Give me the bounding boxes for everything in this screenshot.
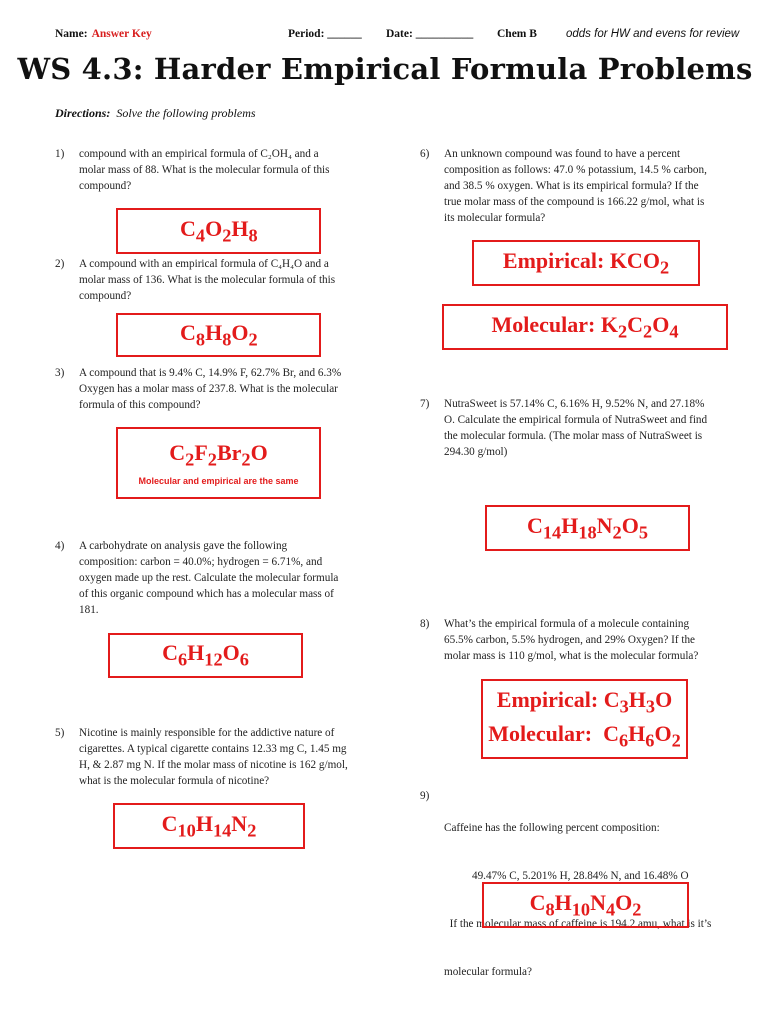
answer-box-6-molecular — [442, 304, 728, 350]
answer-box-3 — [116, 427, 321, 499]
question-number: 8) — [420, 618, 430, 630]
date-field: Date: __________ — [386, 28, 474, 40]
answer-note: Molecular and empirical are the same — [138, 476, 299, 487]
question-text: An unknown compound was found to have a percent composition as follows: 47.0 % potassium, 14.5 % carbon, and 38.5 % oxygen. What is its empirical formula? If the true molar mass of the compound is 166.22 g/mol, what is its molecular formula? — [444, 148, 707, 224]
answer-formula: $C_6H_{12}O_6$ — [162, 640, 249, 670]
name-value: Answer Key — [91, 28, 152, 40]
answer-formula: $C_{10}H_{14}N_2$ — [161, 810, 257, 841]
molecular-formula: Molecular: $K_2C_2O_4$ — [491, 311, 679, 342]
answer-formula: $C_8H_{10}N_4O_2$ — [529, 889, 642, 920]
empirical-formula: Empirical: $KCO_2$ — [502, 247, 670, 278]
answer-box-9 — [482, 882, 689, 928]
answer-formula: $C_4O_2H_8$ — [180, 215, 258, 246]
question-text: A compound that is 9.4% C, 14.9% F, 62.7% Br, and 6.3% Oxygen has a molar mass of 237.8. What is the molecular formula of this compound? — [79, 367, 342, 411]
question-number: 5) — [55, 727, 65, 739]
directions-text: Solve the following problems — [116, 106, 256, 120]
directions — [55, 106, 256, 121]
course-label: Chem B — [497, 28, 537, 40]
answer-formula: $C_2F_2Br_2O$ — [169, 439, 268, 470]
answer-box-4 — [108, 633, 303, 678]
name-label: Name: — [55, 28, 88, 40]
question-number: 1) — [55, 148, 65, 160]
answer-box-6-empirical — [472, 240, 700, 286]
question-text: compound with an empirical formula of C₂OH₄ and a molar mass of 88. What is the molecular formula of this compound? — [79, 148, 330, 192]
answer-box-1 — [116, 208, 321, 254]
name-field — [55, 28, 152, 40]
molecular-formula: Molecular: $C_6H_6O_2$ — [488, 721, 681, 751]
directions-label: Directions: — [55, 106, 111, 120]
answer-box-5 — [113, 803, 305, 849]
answer-formula: $C_{14}H_{18}N_2O_5$ — [526, 512, 649, 543]
page-title: WS 4.3: Harder Empirical Formula Problems — [17, 52, 753, 86]
question-number: 4) — [55, 540, 65, 552]
question-number: 6) — [420, 148, 430, 160]
question-number: 3) — [55, 367, 65, 379]
question-text: A carbohydrate on analysis gave the following composition: carbon = 40.0%; hydrogen = 6.71%, and oxygen made up the rest. Calculate the molecular formula of this organic compound which has a molecular mass of 181. — [79, 540, 339, 616]
period-field: Period: ______ — [288, 28, 362, 40]
answer-box-7 — [485, 505, 690, 551]
question-number: 7) — [420, 398, 430, 410]
homework-note: odds for HW and evens for review — [566, 28, 740, 40]
answer-formula: $C_8H_8O_2$ — [180, 319, 258, 350]
answer-box-2 — [116, 313, 321, 357]
answer-box-8 — [481, 679, 688, 759]
question-text: Nicotine is mainly responsible for the addictive nature of cigarettes. A typical cigarette contains 12.33 mg C, 1.45 mg H, & 2.87 mg N. If the molar mass of nicotine is 162 g/mol, what is the molecular formula of nicotine? — [79, 727, 348, 787]
empirical-formula: Empirical: $C_3H_3O$ — [496, 686, 673, 716]
question-text: What’s the empirical formula of a molecule containing 65.5% carbon, 5.5% hydrogen, and 29% Oxygen? If the molar mass is 110 g/mol, what is the molecular formula? — [444, 618, 699, 662]
question-text: Caffeine has the following percent composition: 49.47% C, 5.201% H, 28.84% N, and 16.48% O If the molecular mass of caffeine is 194.2 amu, what is it’s molecular formula? — [444, 822, 712, 978]
question-number: 2) — [55, 258, 65, 270]
question-text: A compound with an empirical formula of C₄H₄O and a molar mass of 136. What is the molecular formula of this compound? — [79, 258, 336, 302]
question-number: 9) — [420, 790, 430, 802]
question-text: NutraSweet is 57.14% C, 6.16% H, 9.52% N, and 27.18% O. Calculate the empirical formula of NutraSweet and find the molecular formula. (The molar mass of NutraSweet is 294.30 g/mol) — [444, 398, 708, 458]
